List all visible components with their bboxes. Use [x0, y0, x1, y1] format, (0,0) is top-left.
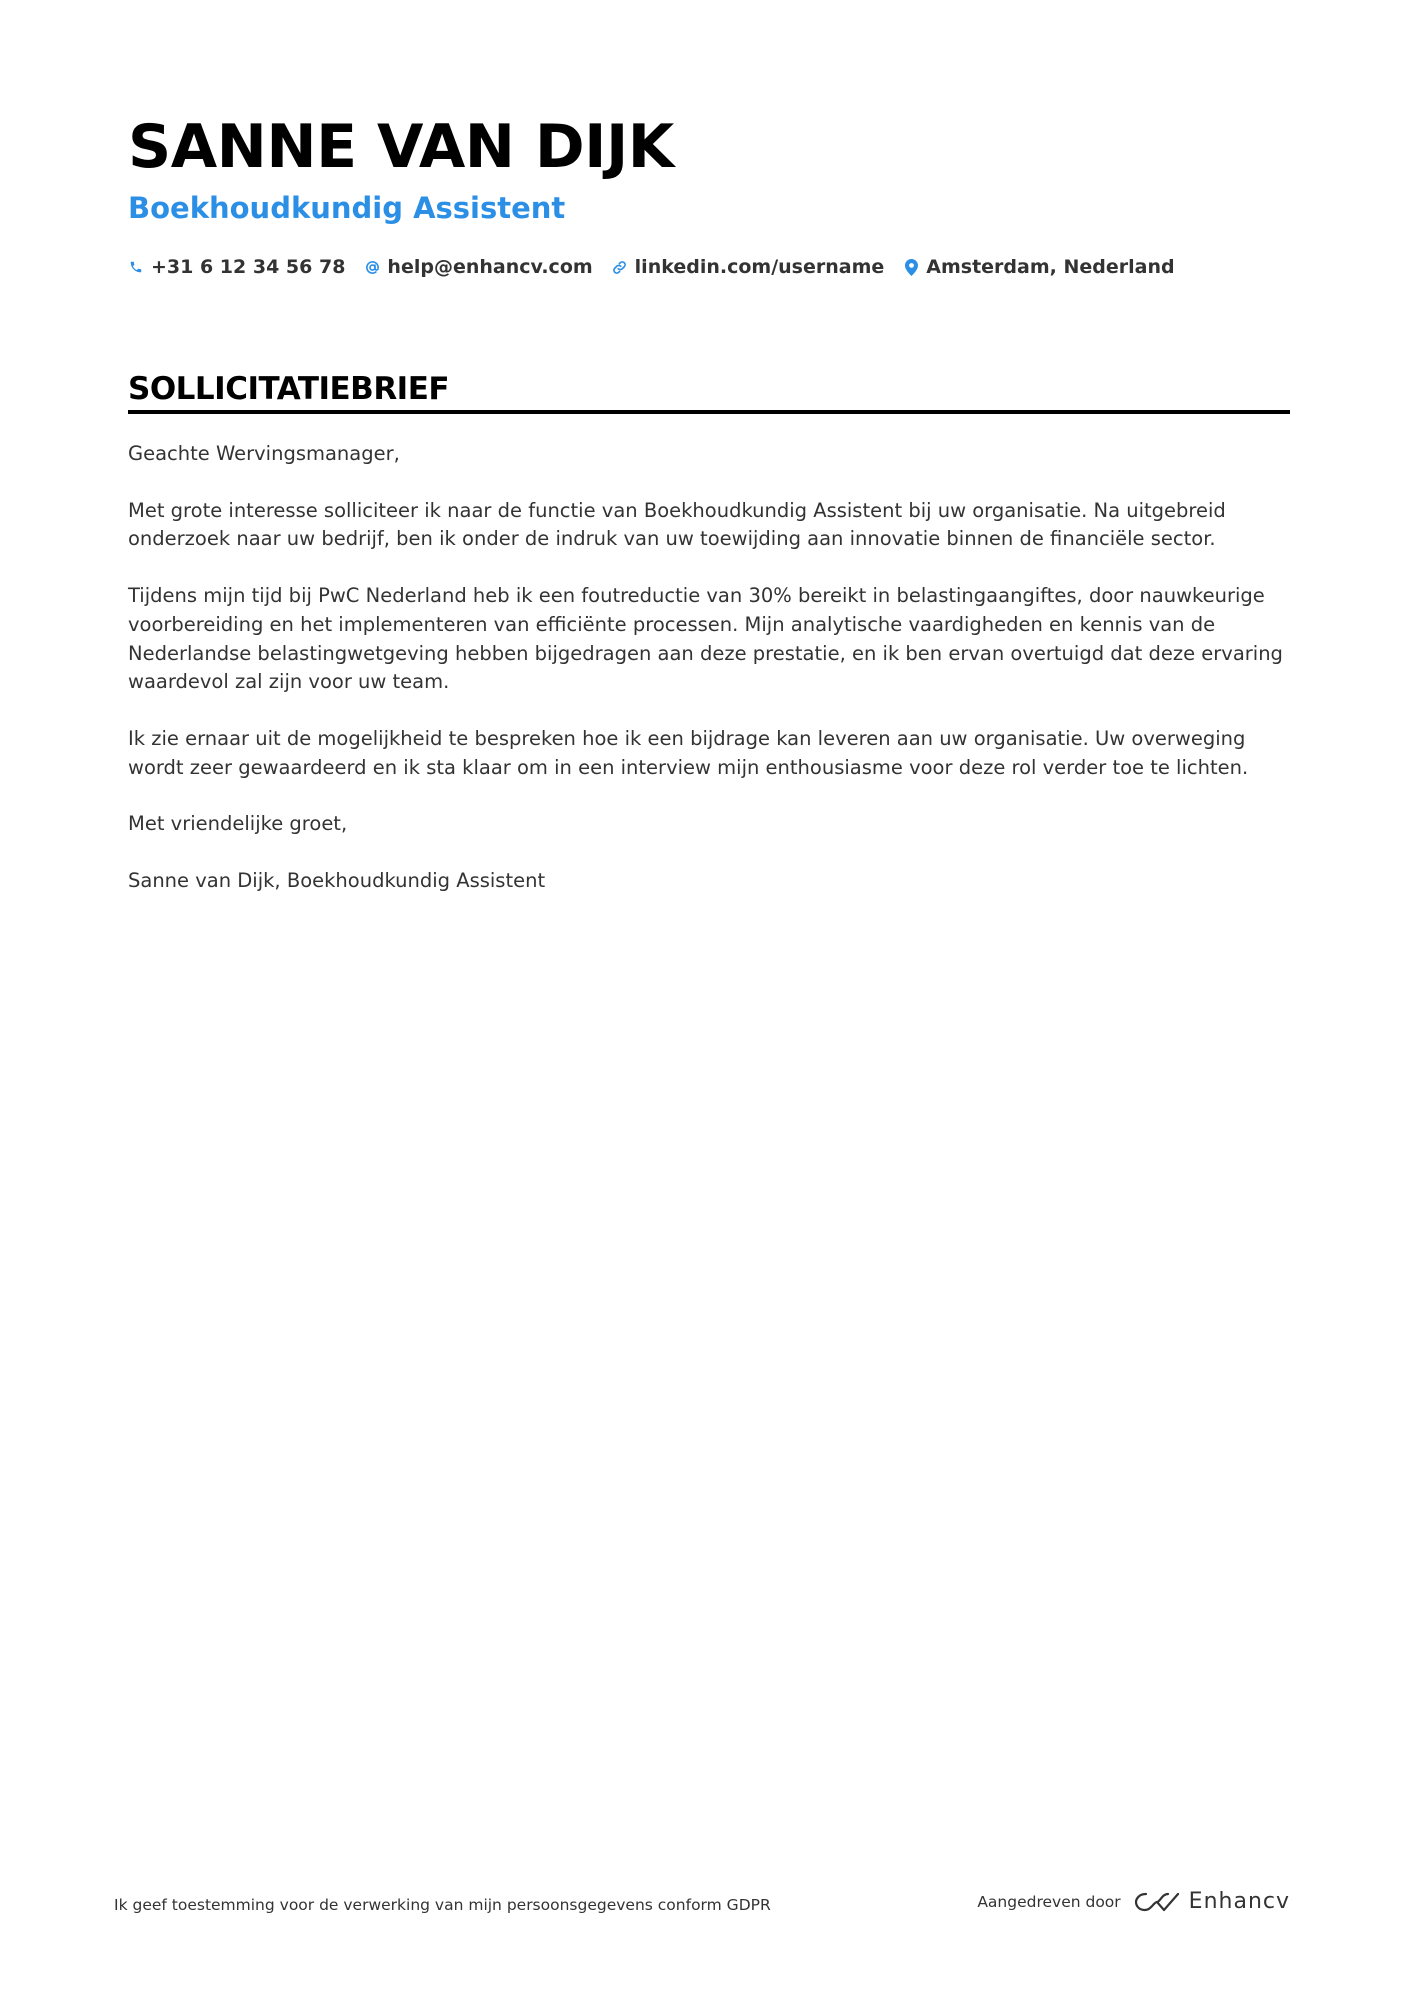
letter-signature: Sanne van Dijk, Boekhoudkundig Assistent [128, 869, 546, 893]
contact-bar [128, 252, 1194, 282]
enhancv-logo-icon[interactable] [1133, 1888, 1181, 1916]
letter-body [128, 440, 1290, 924]
candidate-job-title: Boekhoudkundig Assistent [128, 191, 566, 225]
enhancv-brand-name[interactable]: Enhancv [1188, 1889, 1290, 1914]
letter-paragraph: Tijdens mijn tijd bij PwC Nederland heb ik een foutreductie van 30% bereikt in belastingaangiftes, door nauwkeurige voorbereiding en het implementeren van efficiënte processen. Mijn analytische vaardigheden en kennis van de Nederlandse belastingwetgeving hebben bijgedragen aan deze prestatie, en ik ben ervan overtuigd dat deze ervaring waardevol zal zijn voor uw team. [128, 584, 1283, 694]
powered-by [977, 1888, 1290, 1916]
section-divider [128, 410, 1290, 414]
contact-location [903, 252, 1174, 282]
letter-salutation: Geachte Wervingsmanager, [128, 442, 400, 465]
contact-email [364, 252, 592, 282]
contact-phone [128, 252, 345, 282]
powered-by-label: Aangedreven door [977, 1893, 1121, 1911]
contact-linkedin [612, 252, 885, 282]
letter-paragraph: Ik zie ernaar uit de mogelijkheid te bespreken hoe ik een bijdrage kan leveren aan uw organisatie. Uw overweging wordt zeer gewaardeerd en ik sta klaar om in een interview mijn enthousiasme voor deze rol verder toe te lichten. [128, 726, 1249, 779]
letter-closing: Met vriendelijke groet, [128, 812, 348, 836]
location-pin-icon [903, 258, 919, 276]
letter-paragraph: Met grote interesse solliciteer ik naar de functie van Boekhoudkundig Assistent bij uw organisatie. Na uitgebreid onderzoek naar uw bedrijf, ben ik onder de indruk van uw toewijding aan innovatie binnen de financiële sector. [128, 498, 1226, 551]
email-address[interactable]: help@enhancv.com [387, 256, 593, 278]
at-icon [364, 258, 380, 276]
candidate-name: SANNE VAN DIJK [128, 112, 674, 182]
gdpr-consent-text: Ik geef toestemming voor de verwerking van mijn persoonsgegevens conform GDPR [114, 1896, 771, 1914]
linkedin-url[interactable]: linkedin.com/username [634, 256, 885, 278]
phone-number[interactable]: +31 6 12 34 56 78 [151, 256, 346, 278]
link-icon [612, 258, 628, 276]
section-title: SOLLICITATIEBRIEF [128, 371, 450, 407]
location-text: Amsterdam, Nederland [926, 256, 1175, 278]
phone-icon [128, 258, 144, 276]
